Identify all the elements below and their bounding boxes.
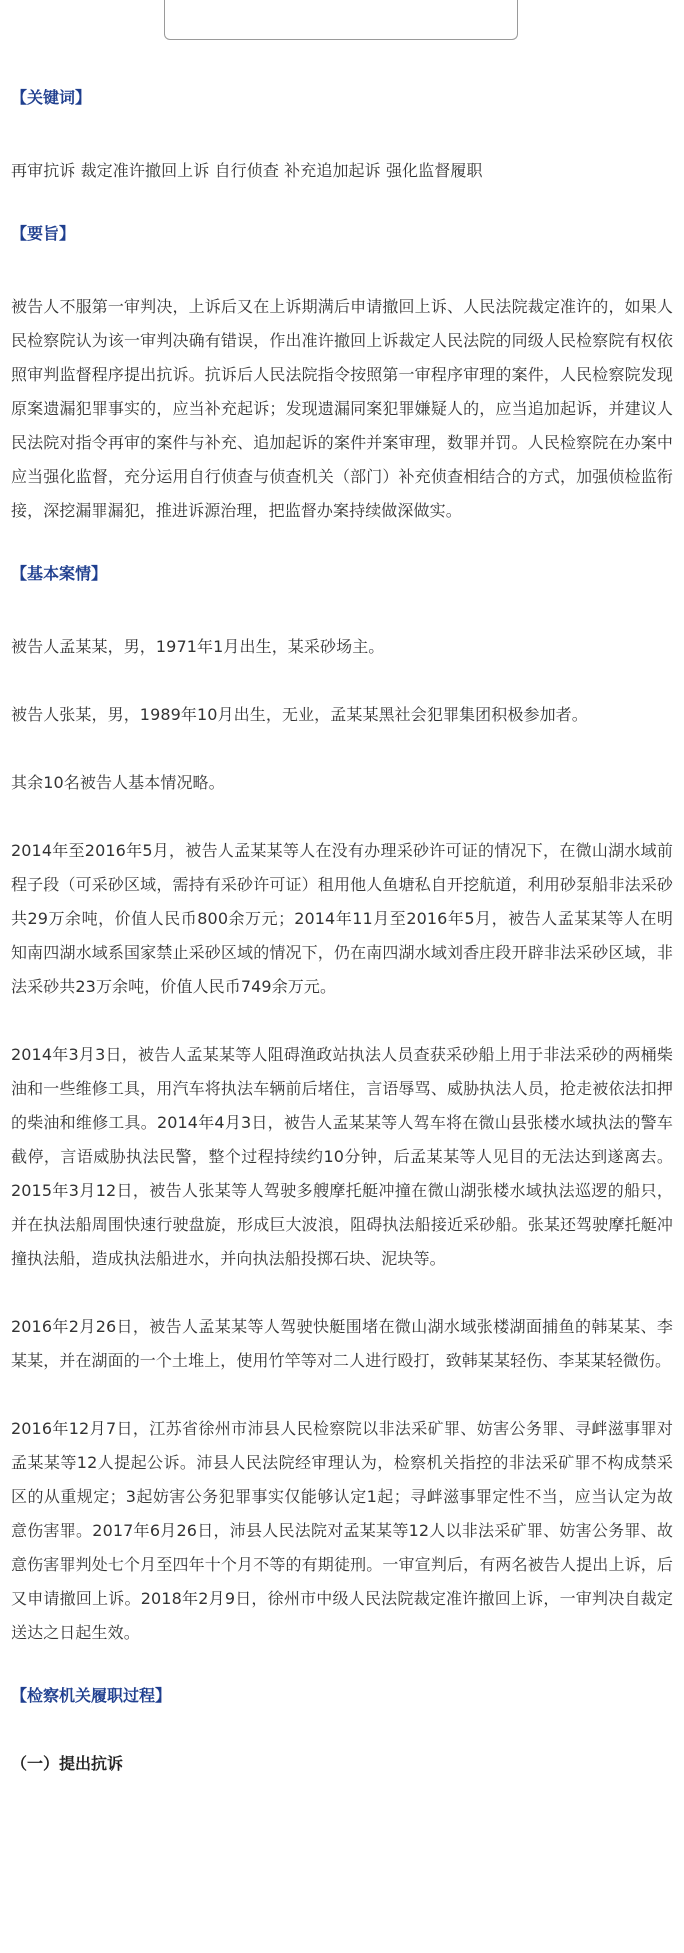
defendant-1: 被告人孟某某，男，1971年1月出生，某采砂场主。 <box>11 637 385 656</box>
fact-paragraph-3: 2016年2月26日，被告人孟某某等人驾驶快艇围堵在微山湖水域张楼湖面捕鱼的韩某某、李某某，并在湖面的一个土堆上，使用竹竿等对二人进行殴打，致韩某某轻伤、李某某轻微伤。 <box>11 1317 673 1370</box>
keywords-heading: 【关键词】 <box>11 88 92 107</box>
defendant-2: 被告人张某，男，1989年10月出生，无业，孟某某黑社会犯罪集团积极参加者。 <box>11 705 588 724</box>
other-defendants: 其余10名被告人基本情况略。 <box>11 773 225 792</box>
process-heading: 【检察机关履职过程】 <box>11 1686 172 1705</box>
fact-paragraph-1: 2014年至2016年5月，被告人孟某某等人在没有办理采砂许可证的情况下，在微山湖水域前程子段（可采砂区域，需持有采砂许可证）租用他人鱼塘私自开挖航道，利用砂泵船非法采砂共29万余吨，价值人民币800余万元；2014年11月至2016年5月，被告人孟某某等人在明知南四湖水域系国家禁止采砂区域的情况下，仍在南四湖水域刘香庄段开辟非法采砂区域，非法采砂共23万余吨，价值人民币749余万元。 <box>11 841 673 996</box>
facts-heading: 【基本案情】 <box>11 564 108 583</box>
top-frame-box <box>164 0 518 40</box>
summary-text: 被告人不服第一审判决，上诉后又在上诉期满后申请撤回上诉、人民法院裁定准许的，如果人民检察院认为该一审判决确有错误，作出准许撤回上诉裁定人民法院的同级人民检察院有权依照审判监督程序提出抗诉。抗诉后人民法院指令按照第一审程序审理的案件，人民检察院发现原案遗漏犯罪事实的，应当补充起诉；发现遗漏同案犯罪嫌疑人的，应当追加起诉，并建议人民法院对指令再审的案件与补充、追加起诉的案件并案审理，数罪并罚。人民检察院在办案中应当强化监督，充分运用自行侦查与侦查机关（部门）补充侦查相结合的方式，加强侦检监衔接，深挖漏罪漏犯，推进诉源治理，把监督办案持续做深做实。 <box>11 297 673 520</box>
process-subheading-1: （一）提出抗诉 <box>11 1754 124 1773</box>
summary-heading: 【要旨】 <box>11 224 76 243</box>
keywords-text: 再审抗诉 裁定准许撤回上诉 自行侦查 补充追加起诉 强化监督履职 <box>11 161 483 180</box>
fact-paragraph-4: 2016年12月7日，江苏省徐州市沛县人民检察院以非法采矿罪、妨害公务罪、寻衅滋事罪对孟某某等12人提起公诉。沛县人民法院经审理认为，检察机关指控的非法采矿罪不构成禁采区的从重规定；3起妨害公务犯罪事实仅能够认定1起；寻衅滋事罪定性不当，应当认定为故意伤害罪。2017年6月26日，沛县人民法院对孟某某等12人以非法采矿罪、妨害公务罪、故意伤害罪判处七个月至四年十个月不等的有期徒刑。一审宣判后，有两名被告人提出上诉，后又申请撤回上诉。2018年2月9日，徐州市中级人民法院裁定准许撤回上诉，一审判决自裁定送达之日起生效。 <box>11 1419 673 1642</box>
article-body <box>11 86 673 1776</box>
fact-paragraph-2: 2014年3月3日，被告人孟某某等人阻碍渔政站执法人员查获采砂船上用于非法采砂的两桶柴油和一些维修工具，用汽车将执法车辆前后堵住，言语辱骂、威胁执法人员，抢走被依法扣押的柴油和维修工具。2014年4月3日，被告人孟某某等人驾车将在微山县张楼水域执法的警车截停，言语威胁执法民警，整个过程持续约10分钟，后孟某某等人见目的无法达到遂离去。2015年3月12日，被告人张某等人驾驶多艘摩托艇冲撞在微山湖张楼水域执法巡逻的船只，并在执法船周围快速行驶盘旋，形成巨大波浪，阻碍执法船接近采砂船。张某还驾驶摩托艇冲撞执法船，造成执法船进水，并向执法船投掷石块、泥块等。 <box>11 1045 673 1268</box>
